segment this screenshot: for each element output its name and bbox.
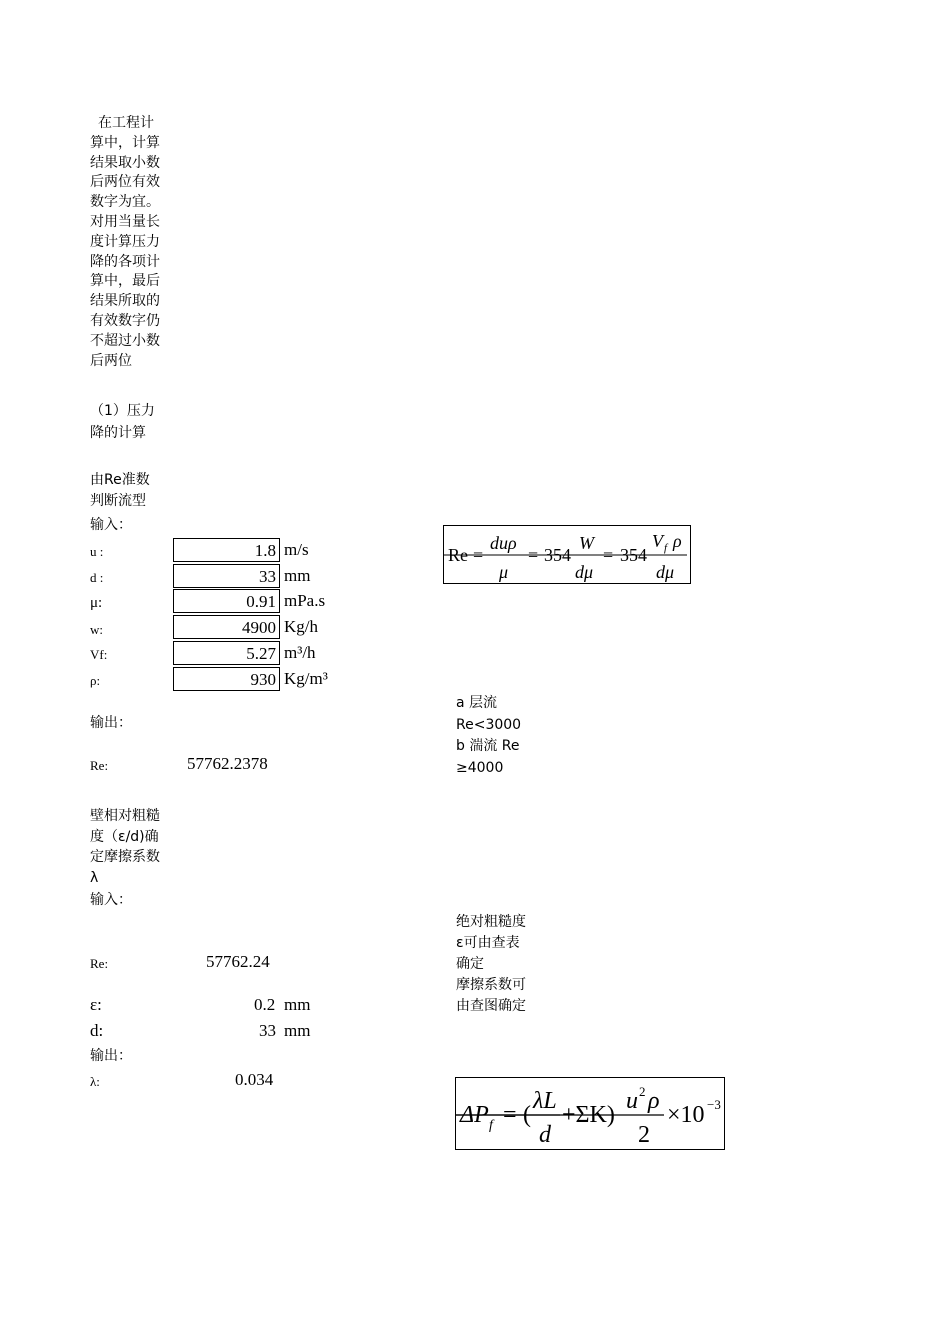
s2-d-value: 33 xyxy=(259,1021,276,1040)
dp-k-num-sup: 2 xyxy=(639,1084,646,1099)
section2-title-line: λ xyxy=(90,869,99,886)
re-eq-3: = xyxy=(603,545,614,565)
re-lhs: Re xyxy=(448,545,468,565)
dp-exp: −3 xyxy=(707,1097,721,1112)
roughness-note-line: 由查图确定 xyxy=(456,998,526,1014)
section1-title-line: （1）压力 xyxy=(90,403,155,419)
intro-note-line: 对用当量长 xyxy=(90,213,160,230)
flow-regime-notes xyxy=(456,693,521,779)
input-label-w: w: xyxy=(90,622,103,637)
roughness-note-line: 摩擦系数可 xyxy=(456,977,526,993)
pressure-drop-formula-svg xyxy=(456,1078,726,1151)
dp-f-den: d xyxy=(539,1122,551,1148)
unit-w: Kg/h xyxy=(284,617,318,636)
re-t2-num: W xyxy=(579,533,594,553)
intro-note-line: 后两位有效 xyxy=(90,174,160,191)
input-u[interactable]: 1.8 xyxy=(173,538,280,562)
dp-k-den: 2 xyxy=(638,1122,650,1148)
roughness-notes xyxy=(456,912,526,1017)
dp-k-num-a: u xyxy=(626,1088,638,1114)
dp-lhs-sub: f xyxy=(489,1118,493,1133)
intro-note xyxy=(90,114,172,371)
s2-lambda-label: λ: xyxy=(90,1074,100,1089)
unit-mu: mPa.s xyxy=(284,591,326,610)
intro-note-line: 结果取小数 xyxy=(90,154,160,171)
roughness-note-line: 绝对粗糙度 xyxy=(456,914,526,930)
input-label-mu: μ: xyxy=(90,595,103,611)
s2-d-label: d: xyxy=(90,1021,104,1040)
reynolds-formula xyxy=(443,525,691,584)
section2-title-line: 壁相对粗糙 xyxy=(90,808,160,824)
dp-open-paren: ( xyxy=(523,1102,531,1128)
re-eq-2: = xyxy=(528,545,539,565)
re-t2-den: dμ xyxy=(575,562,594,582)
s2-eps-value: 0.2 xyxy=(254,995,276,1014)
section1-output-label: 输出： xyxy=(90,715,132,731)
s2-d-unit: mm xyxy=(284,1021,311,1040)
input-d[interactable]: 33 xyxy=(173,564,280,588)
section1-subtitle-line: 由Re准数 xyxy=(90,472,150,488)
section1-title-line: 降的计算 xyxy=(90,425,146,441)
dp-f-num: λL xyxy=(533,1088,557,1114)
intro-note-line: 不超过小数 xyxy=(90,332,160,349)
input-w[interactable]: 4900 xyxy=(173,615,280,639)
section1-input-label: 输入： xyxy=(90,517,132,533)
re-t3-num-sub: f xyxy=(664,542,668,554)
unit-vf: m³/h xyxy=(284,643,316,662)
input-mu[interactable]: 0.91 xyxy=(173,589,280,613)
re-eq-1: = xyxy=(473,545,484,565)
flow-note-line: Re<3000 xyxy=(456,716,522,733)
s2-re-label: Re: xyxy=(90,956,109,971)
re-t1-den: μ xyxy=(499,562,509,582)
unit-d: mm xyxy=(284,566,311,585)
intro-note-line: 降的各项计 xyxy=(90,253,160,270)
section2-output-label: 输出： xyxy=(90,1048,132,1064)
input-label-rho: ρ: xyxy=(90,673,101,688)
roughness-note-line: 确定 xyxy=(456,956,484,972)
flow-note-line: ≥4000 xyxy=(456,759,504,776)
input-rho[interactable]: 930 xyxy=(173,667,280,691)
section1-title xyxy=(90,400,155,444)
re-c1: 354 xyxy=(544,545,571,565)
intro-note-line: 算中，计算 xyxy=(90,134,160,151)
dp-k-num-b: ρ xyxy=(648,1088,660,1114)
section2-title-line: 度（ε/d)确 xyxy=(90,828,159,845)
roughness-note-line: ε可由查表 xyxy=(456,935,520,951)
re-t1-num: duρ xyxy=(490,533,517,553)
flow-note-line: b 湍流 Re xyxy=(456,738,520,754)
s2-re-value: 57762.24 xyxy=(206,952,270,971)
input-label-vf: Vf: xyxy=(90,647,108,662)
output-re-value: 57762.2378 xyxy=(187,754,268,773)
intro-note-line: 算中，最后 xyxy=(90,273,160,290)
pressure-drop-formula xyxy=(455,1077,725,1150)
input-label-d: d : xyxy=(90,570,104,585)
dp-eq: = xyxy=(503,1102,517,1128)
reynolds-formula-svg xyxy=(444,526,692,585)
s2-lambda-value: 0.034 xyxy=(235,1070,274,1089)
dp-sum: +ΣK) xyxy=(562,1102,615,1128)
unit-rho: Kg/m³ xyxy=(284,669,328,688)
intro-note-line: 数字为宜。 xyxy=(90,194,160,211)
section2-title-line: 定摩擦系数 xyxy=(90,849,160,865)
section2-title xyxy=(90,806,160,888)
re-t3-num-b: ρ xyxy=(673,531,682,551)
output-re-label: Re: xyxy=(90,758,109,773)
re-c2: 354 xyxy=(620,545,647,565)
intro-note-line: 度计算压力 xyxy=(90,233,160,250)
dp-lhs: ΔP xyxy=(460,1102,489,1128)
section1-subtitle-line: 判断流型 xyxy=(90,493,146,509)
input-label-u: u : xyxy=(90,544,104,559)
section1-subtitle xyxy=(90,470,150,512)
input-vf[interactable]: 5.27 xyxy=(173,641,280,665)
intro-note-line: 后两位 xyxy=(90,352,132,369)
s2-eps-label: ε: xyxy=(90,995,102,1014)
re-t3-den: dμ xyxy=(656,562,675,582)
intro-note-line: 有效数字仍 xyxy=(90,312,160,329)
re-t3-num-a: V xyxy=(652,531,663,551)
intro-note-line: 在工程计 xyxy=(98,115,154,131)
dp-mult: ×10 xyxy=(667,1102,705,1128)
section2-input-label: 输入： xyxy=(90,892,132,908)
s2-eps-unit: mm xyxy=(284,995,311,1014)
intro-note-line: 结果所取的 xyxy=(90,293,160,310)
flow-note-line: a 层流 xyxy=(456,695,498,711)
unit-u: m/s xyxy=(284,540,309,559)
